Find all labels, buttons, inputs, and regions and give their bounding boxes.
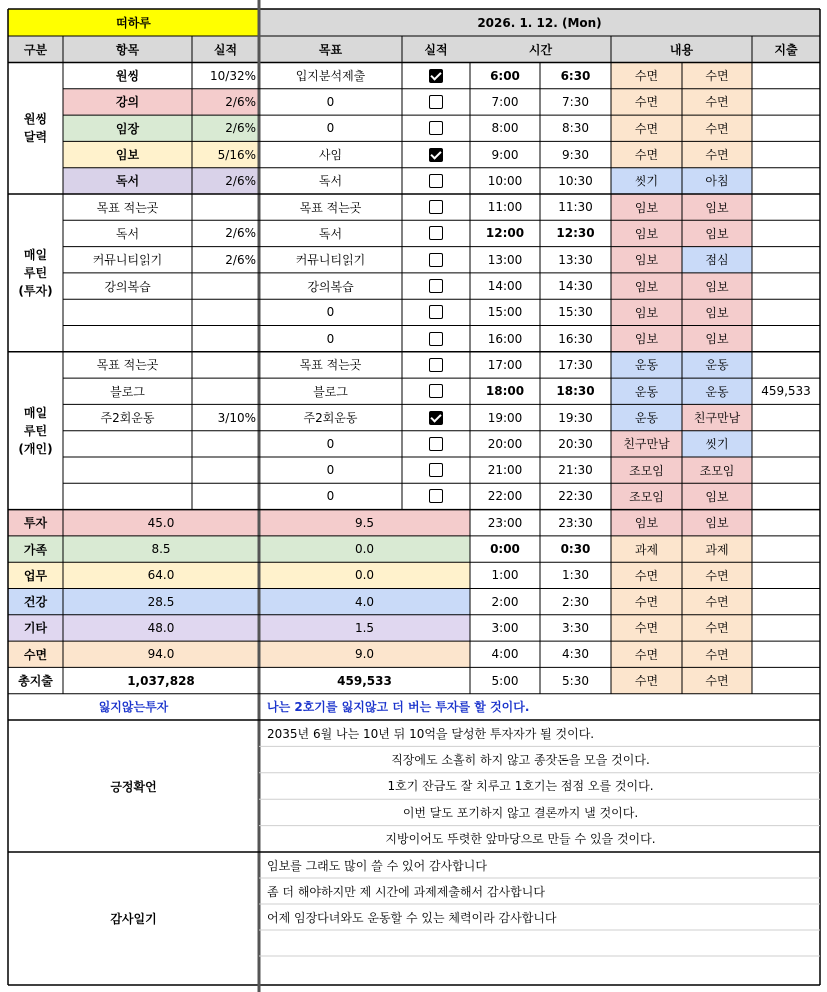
plan-goal: 주2회운동 bbox=[303, 411, 358, 426]
schedule-expense bbox=[752, 326, 820, 352]
invest-motto-label: 잃지않는투자 bbox=[98, 700, 169, 715]
plan-goal: 커뮤니티읽기 bbox=[295, 253, 366, 268]
schedule-activity-a: 운동 bbox=[611, 378, 682, 404]
plan-item: 임보 bbox=[63, 141, 192, 167]
plan-goal: 0 bbox=[326, 463, 335, 478]
done-checkbox-cell[interactable] bbox=[402, 220, 470, 246]
schedule-start-time: 16:00 bbox=[487, 331, 523, 346]
schedule-activity-b: 수면 bbox=[682, 63, 752, 89]
schedule-start-time: 17:00 bbox=[487, 357, 523, 372]
affirmation-line: 직장에도 소홀히 하지 않고 종잣돈을 모을 것이다. bbox=[391, 753, 650, 768]
schedule-activity-a: 수면 bbox=[611, 115, 682, 141]
col-header-content: 내용 bbox=[611, 36, 752, 63]
gratitude-line: 임보를 그래도 많이 쓸 수 있어 감사합니다 bbox=[267, 858, 487, 873]
schedule-start-time: 15:00 bbox=[487, 305, 523, 320]
plan-result bbox=[192, 194, 259, 220]
gratitude-label: 감사일기 bbox=[110, 912, 157, 926]
summary-total-hours: 48.0 bbox=[63, 615, 259, 641]
plan-item: 블로그 bbox=[110, 384, 145, 399]
plan-result bbox=[192, 483, 259, 509]
plan-item: 임장 bbox=[63, 115, 192, 141]
schedule-end-time: 22:30 bbox=[558, 489, 593, 504]
summary-label: 건강 bbox=[8, 589, 63, 615]
schedule-activity-a: 임보 bbox=[611, 299, 682, 325]
total-expense-value: 1,037,828 bbox=[127, 673, 195, 688]
schedule-expense bbox=[752, 63, 820, 89]
plan-result: 10/32% bbox=[192, 63, 259, 89]
plan-item: 목표 적는곳 bbox=[96, 200, 159, 215]
schedule-expense bbox=[752, 431, 820, 457]
checkbox-checked[interactable] bbox=[429, 148, 443, 162]
done-checkbox-cell[interactable] bbox=[402, 247, 470, 273]
schedule-start-time: 7:00 bbox=[491, 94, 519, 109]
done-checkbox-cell[interactable] bbox=[402, 378, 470, 404]
col-header-item: 항목 bbox=[63, 36, 192, 63]
plan-result bbox=[192, 378, 259, 404]
plan-item: 목표 적는곳 bbox=[96, 358, 159, 373]
plan-goal: 목표 적는곳 bbox=[299, 358, 362, 373]
plan-goal: 0 bbox=[326, 121, 335, 136]
plan-result bbox=[192, 431, 259, 457]
schedule-activity-a: 임보 bbox=[611, 220, 682, 246]
schedule-activity-b: 임보 bbox=[682, 220, 752, 246]
plan-goal: 강의복습 bbox=[307, 279, 354, 294]
plan-goal: 0 bbox=[326, 305, 335, 320]
plan-item: 커뮤니티읽기 bbox=[92, 253, 163, 268]
schedule-activity-b: 친구만남 bbox=[682, 404, 752, 430]
schedule-expense: 459,533 bbox=[761, 384, 811, 399]
schedule-end-time: 13:30 bbox=[558, 252, 593, 267]
plan-goal: 독서 bbox=[318, 174, 343, 189]
schedule-activity-a: 수면 bbox=[611, 63, 682, 89]
plan-goal: 0 bbox=[326, 331, 335, 346]
schedule-end-time: 10:30 bbox=[558, 173, 593, 188]
affirmation-line: 2035년 6월 나는 10년 뒤 10억을 달성한 투자자가 될 것이다. bbox=[267, 726, 595, 741]
done-checkbox-cell[interactable] bbox=[402, 115, 470, 141]
schedule-expense bbox=[752, 194, 820, 220]
schedule-end-time: 23:30 bbox=[558, 515, 593, 530]
schedule-expense bbox=[752, 299, 820, 325]
gratitude-line: 어제 임장다녀와도 운동할 수 있는 체력이라 감사합니다 bbox=[267, 910, 557, 925]
col-header-done: 실적 bbox=[402, 36, 470, 63]
schedule-expense bbox=[752, 562, 820, 588]
schedule-expense bbox=[752, 141, 820, 167]
schedule-expense bbox=[752, 404, 820, 430]
schedule-activity-a: 수면 bbox=[611, 141, 682, 167]
schedule-expense bbox=[752, 536, 820, 562]
summary-total-hours: 45.0 bbox=[63, 510, 259, 536]
schedule-activity-b: 수면 bbox=[682, 667, 752, 693]
plan-result: 5/16% bbox=[192, 141, 259, 167]
app-title: 떠하루 bbox=[8, 9, 259, 36]
schedule-start-time: 2:00 bbox=[491, 594, 519, 609]
plan-item bbox=[63, 483, 192, 509]
schedule-start-time: 5:00 bbox=[491, 673, 519, 688]
schedule-expense bbox=[752, 247, 820, 273]
plan-result bbox=[192, 299, 259, 325]
schedule-end-time: 21:30 bbox=[558, 463, 593, 478]
schedule-activity-b: 수면 bbox=[682, 89, 752, 115]
schedule-start-time: 21:00 bbox=[487, 463, 523, 478]
checkbox-unchecked[interactable] bbox=[429, 200, 443, 214]
schedule-start-time: 13:00 bbox=[487, 252, 523, 267]
summary-today-hours: 9.5 bbox=[259, 510, 470, 536]
schedule-activity-a: 수면 bbox=[611, 615, 682, 641]
done-checkbox-cell[interactable] bbox=[402, 326, 470, 352]
schedule-expense bbox=[752, 273, 820, 299]
plan-result: 2/6% bbox=[225, 226, 256, 241]
schedule-end-time: 16:30 bbox=[558, 331, 593, 346]
summary-today-hours: 4.0 bbox=[259, 589, 470, 615]
schedule-end-time: 5:30 bbox=[562, 673, 589, 688]
plan-item: 독서 bbox=[115, 226, 140, 241]
schedule-expense bbox=[752, 352, 820, 378]
schedule-activity-b: 수면 bbox=[682, 115, 752, 141]
col-header-goal: 목표 bbox=[259, 36, 402, 63]
checkbox-checked[interactable] bbox=[429, 411, 443, 425]
summary-label: 업무 bbox=[8, 562, 63, 588]
plan-result: 2/6% bbox=[192, 89, 259, 115]
affirmation-line: 1호기 잔금도 잘 치루고 1호기는 점점 오를 것이다. bbox=[387, 779, 654, 794]
summary-today-hours: 0.0 bbox=[259, 562, 470, 588]
schedule-expense bbox=[752, 589, 820, 615]
schedule-activity-a: 임보 bbox=[611, 273, 682, 299]
summary-today-hours: 0.0 bbox=[259, 536, 470, 562]
schedule-end-time: 3:30 bbox=[562, 620, 589, 635]
schedule-activity-b: 수면 bbox=[682, 562, 752, 588]
schedule-start-time: 3:00 bbox=[491, 620, 519, 635]
schedule-start-time: 20:00 bbox=[487, 436, 523, 451]
schedule-activity-a: 수면 bbox=[611, 589, 682, 615]
plan-result bbox=[192, 273, 259, 299]
plan-result: 3/10% bbox=[217, 410, 256, 425]
plan-item bbox=[63, 457, 192, 483]
schedule-expense bbox=[752, 89, 820, 115]
schedule-expense bbox=[752, 457, 820, 483]
schedule-expense bbox=[752, 667, 820, 693]
schedule-end-time: 1:30 bbox=[562, 568, 589, 583]
affirmation-line: 지방이어도 뚜렷한 앞마당으로 만들 수 있을 것이다. bbox=[385, 832, 656, 847]
schedule-activity-a: 과제 bbox=[611, 536, 682, 562]
affirmation-line: 이번 달도 포기하지 않고 결론까지 낼 것이다. bbox=[402, 805, 639, 820]
schedule-activity-a: 씻기 bbox=[611, 168, 682, 194]
schedule-expense bbox=[752, 483, 820, 509]
schedule-end-time: 2:30 bbox=[562, 594, 589, 609]
checkbox-unchecked[interactable] bbox=[429, 305, 443, 319]
checkbox-unchecked[interactable] bbox=[429, 253, 443, 267]
invest-motto-text: 나는 2호기를 잃지않고 더 버는 투자를 할 것이다. bbox=[267, 700, 530, 715]
affirmation-label: 긍정확언 bbox=[110, 779, 157, 794]
schedule-activity-a: 조모임 bbox=[611, 457, 682, 483]
total-expense-today: 459,533 bbox=[337, 673, 392, 688]
schedule-start-time: 1:00 bbox=[491, 568, 519, 583]
plan-item bbox=[63, 326, 192, 352]
schedule-activity-a: 임보 bbox=[611, 510, 682, 536]
summary-label: 수면 bbox=[8, 641, 63, 667]
schedule-activity-a: 친구만남 bbox=[611, 431, 682, 457]
schedule-activity-a: 수면 bbox=[611, 89, 682, 115]
plan-item bbox=[63, 431, 192, 457]
schedule-start-time: 23:00 bbox=[487, 515, 523, 530]
col-header-time: 시간 bbox=[470, 36, 611, 63]
group-label-invest-routine: 매일 루틴 (투자) bbox=[18, 247, 53, 298]
checkbox-unchecked[interactable] bbox=[429, 437, 443, 451]
plan-goal: 독서 bbox=[318, 226, 343, 241]
schedule-activity-b: 점심 bbox=[682, 247, 752, 273]
schedule-start-time: 11:00 bbox=[487, 200, 523, 215]
schedule-expense bbox=[752, 220, 820, 246]
plan-item: 독서 bbox=[63, 168, 192, 194]
schedule-expense bbox=[752, 115, 820, 141]
schedule-expense bbox=[752, 615, 820, 641]
schedule-activity-a: 임보 bbox=[611, 326, 682, 352]
col-header-category: 구분 bbox=[8, 36, 63, 63]
checkbox-unchecked[interactable] bbox=[429, 95, 443, 109]
schedule-expense bbox=[752, 168, 820, 194]
schedule-start-time: 4:00 bbox=[491, 647, 519, 662]
plan-result: 2/6% bbox=[192, 115, 259, 141]
schedule-activity-b: 수면 bbox=[682, 641, 752, 667]
plan-result bbox=[192, 326, 259, 352]
schedule-end-time: 20:30 bbox=[558, 436, 593, 451]
done-checkbox-cell[interactable] bbox=[402, 168, 470, 194]
col-header-expense: 지출 bbox=[752, 36, 820, 63]
summary-today-hours: 9.0 bbox=[259, 641, 470, 667]
schedule-start-time: 9:00 bbox=[491, 147, 519, 162]
schedule-end-time: 7:30 bbox=[562, 94, 589, 109]
schedule-activity-a: 수면 bbox=[611, 667, 682, 693]
summary-label: 투자 bbox=[8, 510, 63, 536]
summary-total-hours: 8.5 bbox=[63, 536, 259, 562]
schedule-start-time: 14:00 bbox=[487, 279, 523, 294]
schedule-activity-a: 임보 bbox=[611, 247, 682, 273]
schedule-activity-b: 수면 bbox=[682, 615, 752, 641]
summary-today-hours: 1.5 bbox=[259, 615, 470, 641]
checkbox-unchecked[interactable] bbox=[429, 226, 443, 240]
schedule-activity-b: 임보 bbox=[682, 194, 752, 220]
schedule-end-time: 14:30 bbox=[558, 279, 593, 294]
plan-result: 2/6% bbox=[225, 252, 256, 267]
plan-result bbox=[192, 457, 259, 483]
done-checkbox-cell[interactable] bbox=[402, 483, 470, 509]
schedule-activity-b: 운동 bbox=[682, 352, 752, 378]
plan-goal: 사임 bbox=[318, 148, 343, 163]
done-checkbox-cell[interactable] bbox=[402, 404, 470, 430]
done-checkbox-cell[interactable] bbox=[402, 194, 470, 220]
schedule-start-time: 12:00 bbox=[485, 226, 525, 241]
schedule-activity-b: 수면 bbox=[682, 589, 752, 615]
schedule-activity-b: 임보 bbox=[682, 483, 752, 509]
schedule-activity-b: 임보 bbox=[682, 273, 752, 299]
done-checkbox-cell[interactable] bbox=[402, 141, 470, 167]
checkbox-unchecked[interactable] bbox=[429, 489, 443, 503]
summary-total-hours: 64.0 bbox=[63, 562, 259, 588]
total-expense-label: 총지출 bbox=[18, 674, 53, 689]
done-checkbox-cell[interactable] bbox=[402, 299, 470, 325]
schedule-expense bbox=[752, 510, 820, 536]
plan-goal: 0 bbox=[326, 94, 335, 109]
checkbox-unchecked[interactable] bbox=[429, 279, 443, 293]
checkbox-unchecked[interactable] bbox=[429, 463, 443, 477]
schedule-start-time: 19:00 bbox=[487, 410, 523, 425]
plan-item: 강의복습 bbox=[104, 279, 151, 294]
schedule-activity-a: 운동 bbox=[611, 352, 682, 378]
schedule-activity-b: 운동 bbox=[682, 378, 752, 404]
plan-item: 원씽 bbox=[63, 63, 192, 89]
plan-item: 강의 bbox=[63, 89, 192, 115]
checkbox-unchecked[interactable] bbox=[429, 121, 443, 135]
gratitude-line: 좀 더 해야하지만 제 시간에 과제제출해서 감사합니다 bbox=[267, 884, 545, 899]
schedule-activity-b: 씻기 bbox=[682, 431, 752, 457]
plan-result: 2/6% bbox=[192, 168, 259, 194]
schedule-activity-a: 수면 bbox=[611, 562, 682, 588]
done-checkbox-cell[interactable] bbox=[402, 431, 470, 457]
col-header-result: 실적 bbox=[192, 36, 259, 63]
schedule-start-time: 0:00 bbox=[490, 542, 520, 557]
schedule-end-time: 0:30 bbox=[560, 542, 591, 557]
plan-goal: 블로그 bbox=[313, 384, 348, 399]
schedule-start-time: 8:00 bbox=[491, 121, 519, 136]
schedule-end-time: 11:30 bbox=[558, 200, 593, 215]
checkbox-unchecked[interactable] bbox=[429, 358, 443, 372]
schedule-expense bbox=[752, 641, 820, 667]
schedule-activity-b: 조모임 bbox=[682, 457, 752, 483]
schedule-activity-b: 임보 bbox=[682, 326, 752, 352]
plan-item bbox=[63, 299, 192, 325]
schedule-activity-b: 임보 bbox=[682, 299, 752, 325]
schedule-end-time: 8:30 bbox=[562, 121, 589, 136]
date-header: 2026. 1. 12. (Mon) bbox=[259, 9, 820, 36]
schedule-end-time: 12:30 bbox=[556, 226, 595, 241]
schedule-start-time: 10:00 bbox=[487, 173, 523, 188]
done-checkbox-cell[interactable] bbox=[402, 457, 470, 483]
schedule-end-time: 18:30 bbox=[556, 384, 595, 399]
summary-label: 가족 bbox=[8, 536, 63, 562]
schedule-activity-a: 임보 bbox=[611, 194, 682, 220]
schedule-activity-a: 조모임 bbox=[611, 483, 682, 509]
schedule-end-time: 17:30 bbox=[558, 357, 593, 372]
plan-goal: 입지분석제출 bbox=[295, 69, 366, 84]
done-checkbox-cell[interactable] bbox=[402, 89, 470, 115]
done-checkbox-cell[interactable] bbox=[402, 63, 470, 89]
checkbox-unchecked[interactable] bbox=[429, 384, 443, 398]
schedule-start-time: 22:00 bbox=[487, 489, 523, 504]
schedule-end-time: 6:30 bbox=[560, 68, 591, 83]
schedule-end-time: 9:30 bbox=[562, 147, 589, 162]
done-checkbox-cell[interactable] bbox=[402, 273, 470, 299]
schedule-start-time: 18:00 bbox=[485, 384, 525, 399]
checkbox-unchecked[interactable] bbox=[429, 332, 443, 346]
summary-total-hours: 28.5 bbox=[63, 589, 259, 615]
group-label-wonsing: 원씽 달력 bbox=[23, 112, 48, 145]
group-label-personal-routine: 매일 루틴 (개인) bbox=[18, 405, 53, 456]
schedule-activity-b: 과제 bbox=[682, 536, 752, 562]
checkbox-unchecked[interactable] bbox=[429, 174, 443, 188]
schedule-activity-b: 임보 bbox=[682, 510, 752, 536]
plan-result bbox=[192, 352, 259, 378]
plan-goal: 목표 적는곳 bbox=[299, 200, 362, 215]
schedule-end-time: 15:30 bbox=[558, 305, 593, 320]
plan-goal: 0 bbox=[326, 436, 335, 451]
summary-total-hours: 94.0 bbox=[63, 641, 259, 667]
schedule-end-time: 4:30 bbox=[562, 647, 589, 662]
schedule-activity-b: 수면 bbox=[682, 141, 752, 167]
done-checkbox-cell[interactable] bbox=[402, 352, 470, 378]
schedule-activity-a: 운동 bbox=[611, 404, 682, 430]
plan-item: 주2회운동 bbox=[100, 411, 155, 426]
summary-label: 기타 bbox=[8, 615, 63, 641]
plan-goal: 0 bbox=[326, 489, 335, 504]
checkbox-checked[interactable] bbox=[429, 69, 443, 83]
schedule-activity-b: 아침 bbox=[682, 168, 752, 194]
schedule-activity-a: 수면 bbox=[611, 641, 682, 667]
schedule-end-time: 19:30 bbox=[558, 410, 593, 425]
schedule-start-time: 6:00 bbox=[490, 68, 520, 83]
